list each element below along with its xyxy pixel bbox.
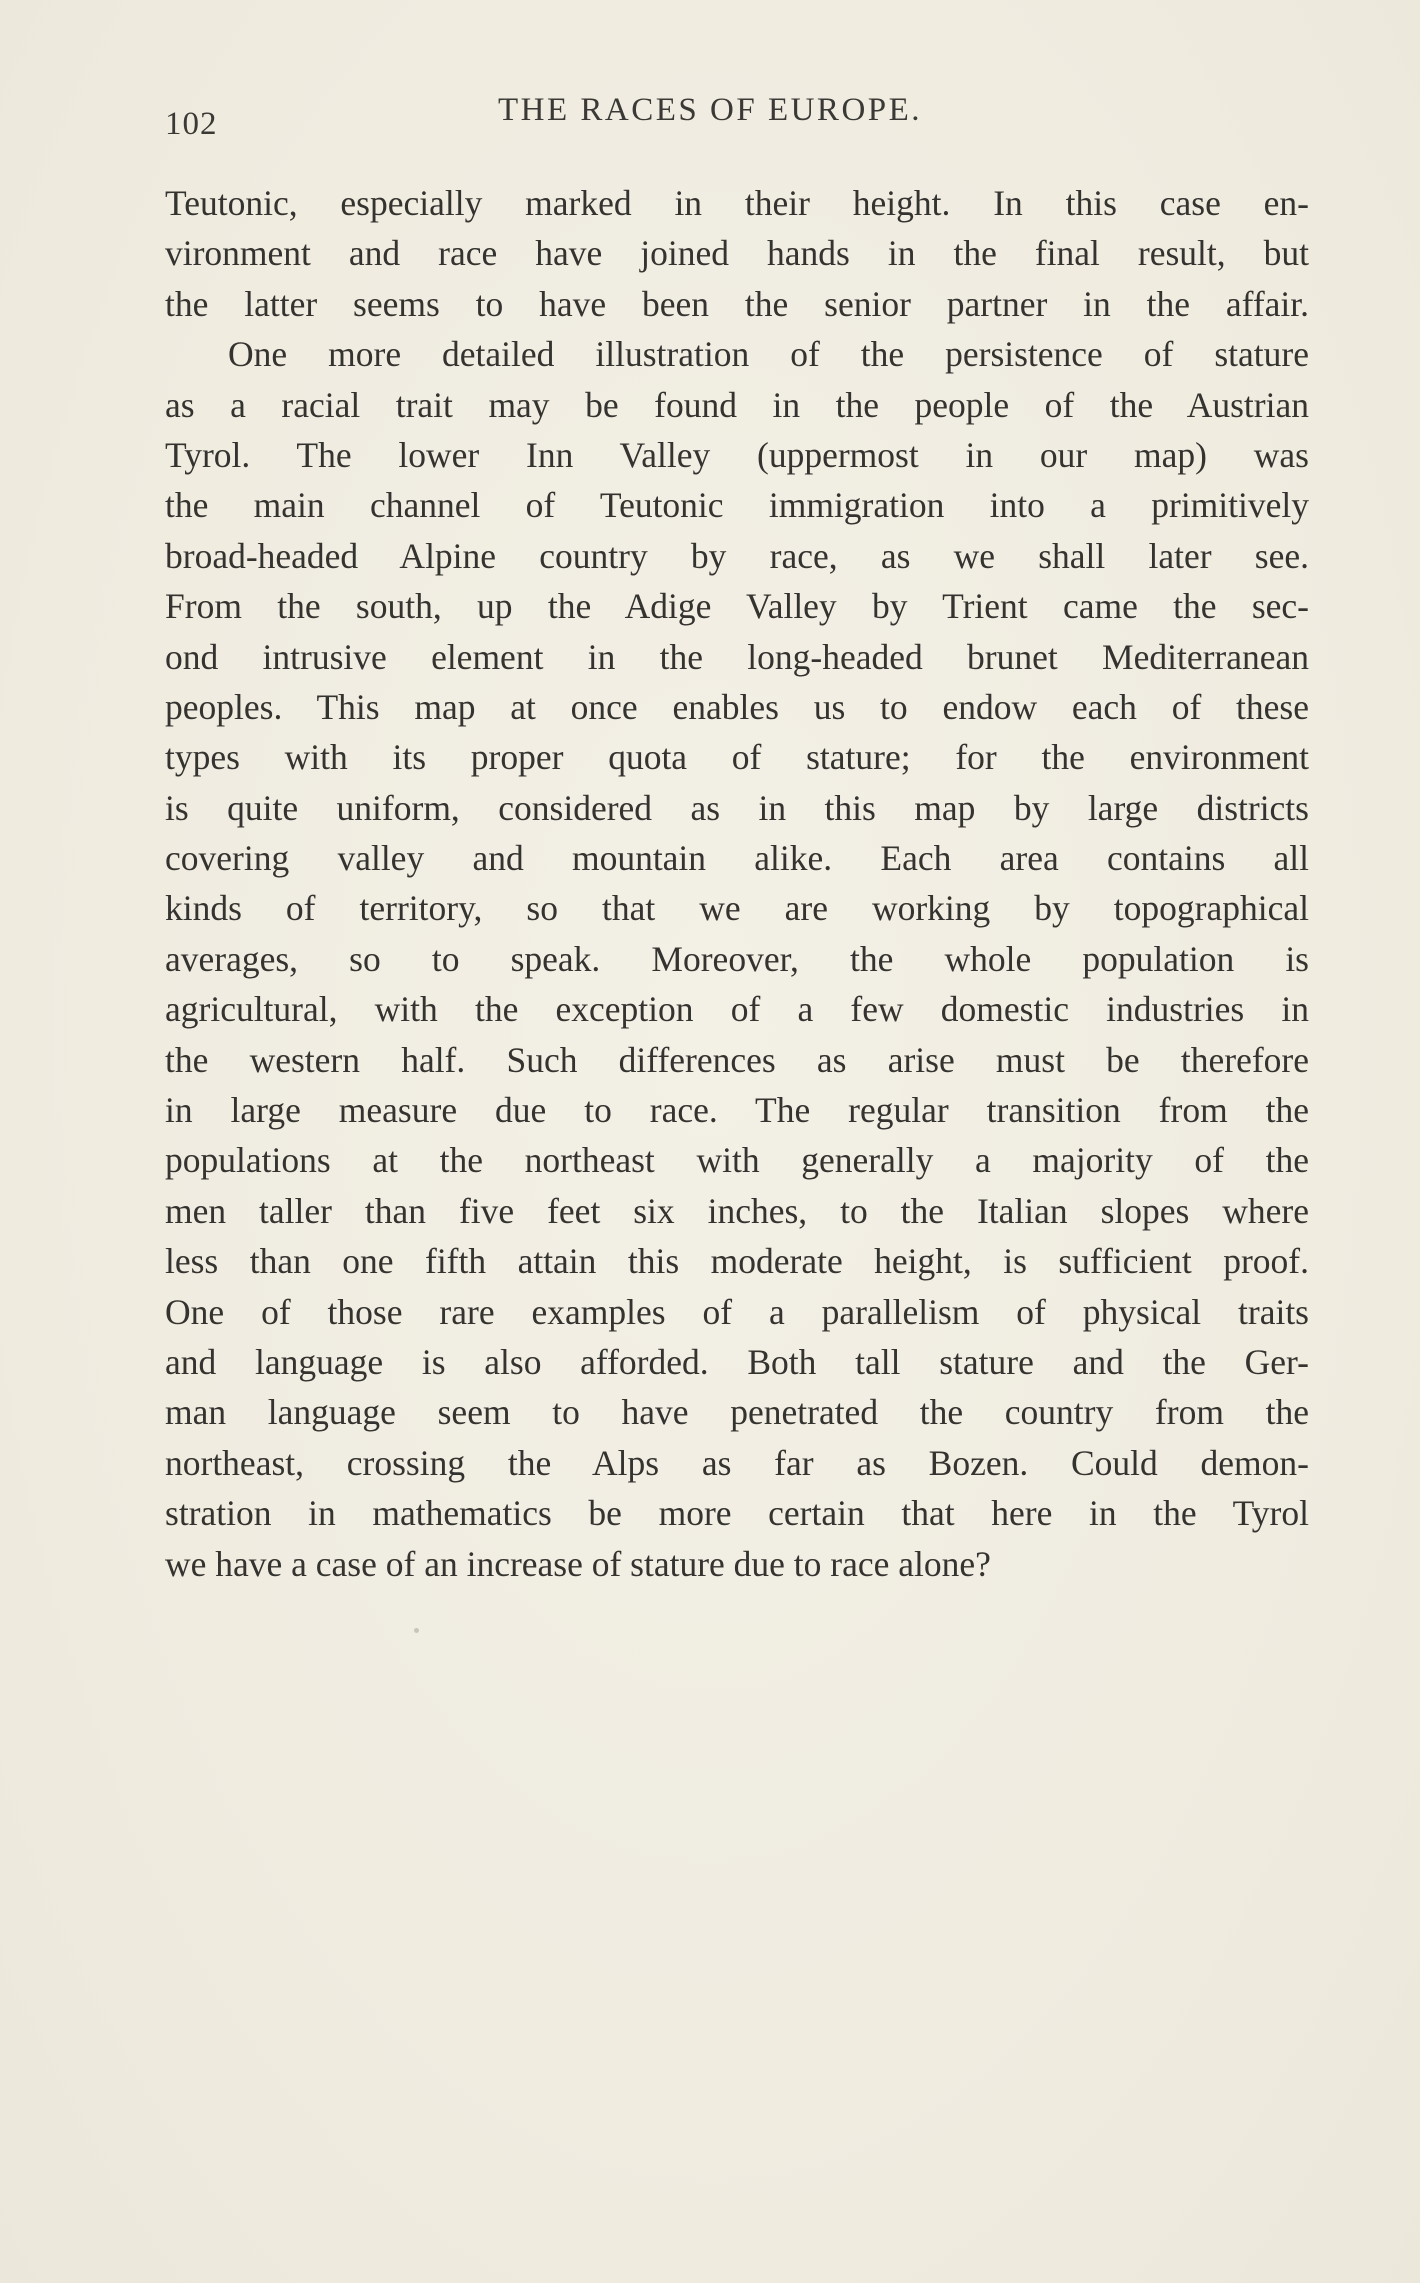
text-line: broad-headed Alpine country by race, as we shall later see. [165, 535, 1309, 576]
text-line: populations at the northeast with generally a majority of the [165, 1140, 1309, 1181]
running-head [165, 92, 1309, 142]
text-line: types with its proper quota of stature; for the environment [165, 737, 1309, 778]
text-line: northeast, crossing the Alps as far as Bozen. Could demon- [165, 1442, 1309, 1483]
text-line: vironment and race have joined hands in the final result, but [165, 233, 1309, 274]
text-line: and language is also afforded. Both tall stature and the Ger- [165, 1341, 1309, 1382]
running-title: THE RACES OF EUROPE. [498, 92, 923, 128]
text-line: man language seem to have penetrated the country from the [165, 1392, 1309, 1433]
paragraph-last-line: we have a case of an increase of stature due to race alone? [165, 1543, 991, 1584]
text-line: stration in mathematics be more certain that here in the Tyrol [165, 1493, 1309, 1534]
text-line: in large measure due to race. The regular transition from the [165, 1090, 1309, 1131]
text-line: men taller than five feet six inches, to the Italian slopes where [165, 1190, 1309, 1231]
text-line: the western half. Such differences as arise must be therefore [165, 1039, 1309, 1080]
paragraph-first-line: One more detailed illustration of the persistence of stature [228, 334, 1309, 375]
text-line: Tyrol. The lower Inn Valley (uppermost in our map) was [165, 434, 1309, 475]
text-line: as a racial trait may be found in the people of the Austrian [165, 384, 1309, 425]
text-line: Teutonic, especially marked in their height. In this case en- [165, 183, 1309, 223]
text-line: is quite uniform, considered as in this map by large districts [165, 787, 1309, 828]
text-line: agricultural, with the exception of a few domestic industries in [165, 989, 1309, 1030]
text-line: peoples. This map at once enables us to endow each of these [165, 686, 1309, 727]
text-line: kinds of territory, so that we are working by topographical [165, 888, 1309, 929]
page-number: 102 [165, 106, 218, 142]
text-line: averages, so to speak. Moreover, the whole population is [165, 938, 1309, 979]
text-line: less than one fifth attain this moderate height, is sufficient proof. [165, 1241, 1309, 1282]
paper-speck [414, 1628, 419, 1633]
text-line: the main channel of Teutonic immigration into a primitively [165, 485, 1309, 526]
text-line: From the south, up the Adige Valley by Trient came the sec- [165, 586, 1309, 627]
body-text [165, 178, 1309, 1589]
text-line: One of those rare examples of a parallelism of physical traits [165, 1291, 1309, 1332]
text-line: covering valley and mountain alike. Each area contains all [165, 838, 1309, 879]
text-line: ond intrusive element in the long-headed brunet Mediterranean [165, 636, 1309, 677]
text-line: the latter seems to have been the senior partner in the affair. [165, 283, 1309, 324]
